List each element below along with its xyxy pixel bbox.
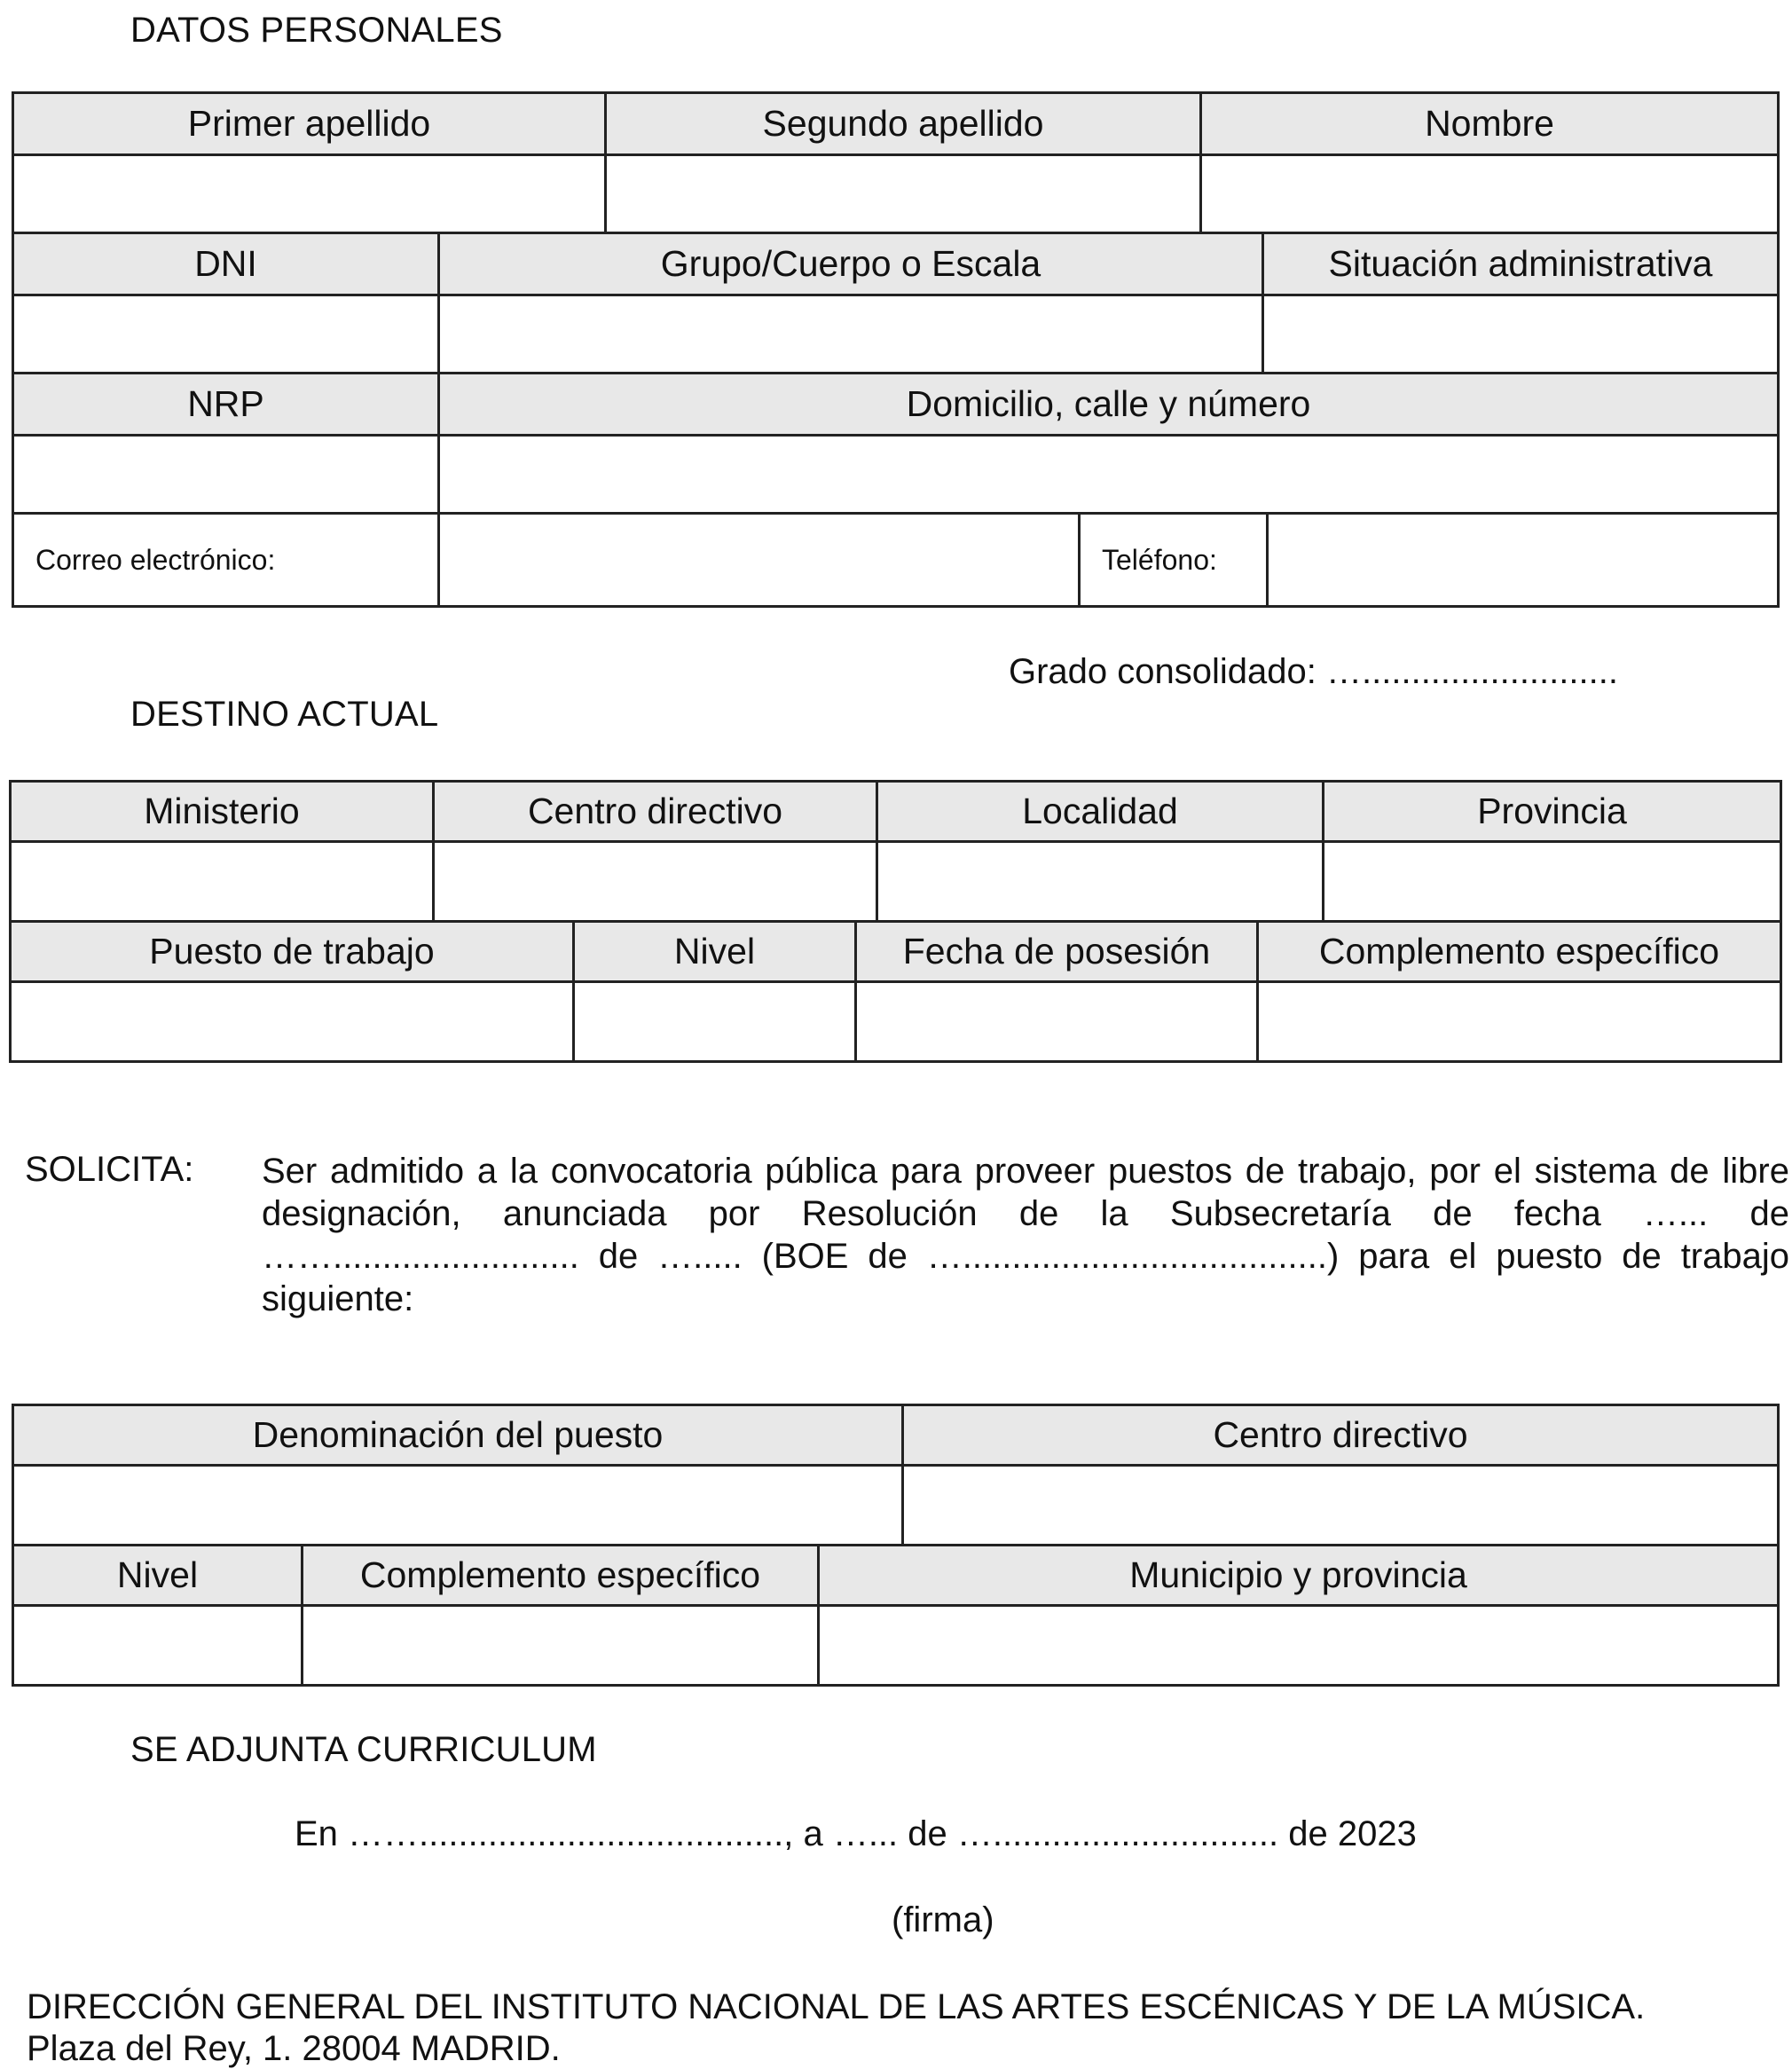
header-ministerio: Ministerio — [11, 782, 434, 842]
field-nrp[interactable] — [13, 436, 439, 514]
datos-personales-contact-table — [12, 512, 1780, 608]
field-municipio-y-provincia[interactable] — [819, 1606, 1779, 1686]
field-situacion-administrativa[interactable] — [1263, 295, 1779, 374]
datos-personales-table-a — [12, 91, 1780, 234]
footer-direccion-general: DIRECCIÓN GENERAL DEL INSTITUTO NACIONAL DE LAS ARTES ESCÉNICAS Y DE LA MÚSICA. — [27, 1987, 1646, 2026]
header-centro-directivo-puesto: Centro directivo — [903, 1405, 1779, 1466]
solicita-text: Ser admitido a la convocatoria pública para proveer puestos de trabajo, por el sistema de libre designación, anunciada por Resolución de la Subsecretaría de fecha …... de ……......................... de …..... (BOE de ….....................................) para el puesto de trabajo siguiente: — [262, 1152, 1789, 1318]
header-puesto-de-trabajo: Puesto de trabajo — [11, 922, 574, 982]
header-primer-apellido: Primer apellido — [13, 93, 606, 155]
firma-label: (firma) — [892, 1900, 994, 1939]
header-domicilio: Domicilio, calle y número — [439, 374, 1779, 436]
field-complemento-especifico-puesto[interactable] — [303, 1606, 819, 1686]
field-grupo-cuerpo[interactable] — [439, 295, 1263, 374]
field-nivel-puesto[interactable] — [13, 1606, 303, 1686]
field-localidad[interactable] — [877, 842, 1324, 922]
header-localidad: Localidad — [877, 782, 1324, 842]
fecha-line: En ……....................................., a …... de …............................. de 2023 — [295, 1814, 1417, 1853]
puesto-table-a — [12, 1404, 1780, 1546]
field-nivel[interactable] — [574, 982, 856, 1062]
field-ministerio[interactable] — [11, 842, 434, 922]
header-denominacion-del-puesto: Denominación del puesto — [13, 1405, 903, 1466]
header-nivel-puesto: Nivel — [13, 1546, 303, 1606]
field-denominacion-del-puesto[interactable] — [13, 1466, 903, 1546]
header-fecha-de-posesion: Fecha de posesión — [856, 922, 1258, 982]
puesto-table-b — [12, 1544, 1780, 1687]
solicita-label: SOLICITA: — [25, 1150, 194, 1189]
footer-address: Plaza del Rey, 1. 28004 MADRID. — [27, 2029, 561, 2068]
header-provincia: Provincia — [1324, 782, 1781, 842]
field-centro-directivo-puesto[interactable] — [903, 1466, 1779, 1546]
phone-label: Teléfono: — [1080, 514, 1268, 607]
header-nivel: Nivel — [574, 922, 856, 982]
destino-actual-table-b — [9, 920, 1782, 1063]
grado-consolidado: Grado consolidado: ….......................... — [1009, 652, 1618, 691]
field-segundo-apellido[interactable] — [606, 155, 1201, 233]
se-adjunta-curriculum: SE ADJUNTA CURRICULUM — [130, 1730, 597, 1769]
field-primer-apellido[interactable] — [13, 155, 606, 233]
header-situacion-administrativa: Situación administrativa — [1263, 233, 1779, 295]
destino-actual-title: DESTINO ACTUAL — [130, 695, 439, 734]
email-label: Correo electrónico: — [13, 514, 439, 607]
field-complemento-especifico[interactable] — [1258, 982, 1781, 1062]
header-dni: DNI — [13, 233, 439, 295]
field-email[interactable] — [439, 514, 1080, 607]
header-segundo-apellido: Segundo apellido — [606, 93, 1201, 155]
header-complemento-especifico: Complemento específico — [1258, 922, 1781, 982]
header-municipio-y-provincia: Municipio y provincia — [819, 1546, 1779, 1606]
field-centro-directivo[interactable] — [434, 842, 877, 922]
field-puesto-de-trabajo[interactable] — [11, 982, 574, 1062]
field-domicilio[interactable] — [439, 436, 1779, 514]
field-fecha-de-posesion[interactable] — [856, 982, 1258, 1062]
field-provincia[interactable] — [1324, 842, 1781, 922]
header-nrp: NRP — [13, 374, 439, 436]
datos-personales-table-c — [12, 372, 1780, 515]
field-dni[interactable] — [13, 295, 439, 374]
datos-personales-table-b — [12, 232, 1780, 374]
field-phone[interactable] — [1268, 514, 1779, 607]
header-nombre: Nombre — [1201, 93, 1779, 155]
header-centro-directivo: Centro directivo — [434, 782, 877, 842]
datos-personales-title: DATOS PERSONALES — [130, 11, 503, 50]
destino-actual-table-a — [9, 780, 1782, 923]
header-complemento-especifico-puesto: Complemento específico — [303, 1546, 819, 1606]
header-grupo-cuerpo: Grupo/Cuerpo o Escala — [439, 233, 1263, 295]
field-nombre[interactable] — [1201, 155, 1779, 233]
